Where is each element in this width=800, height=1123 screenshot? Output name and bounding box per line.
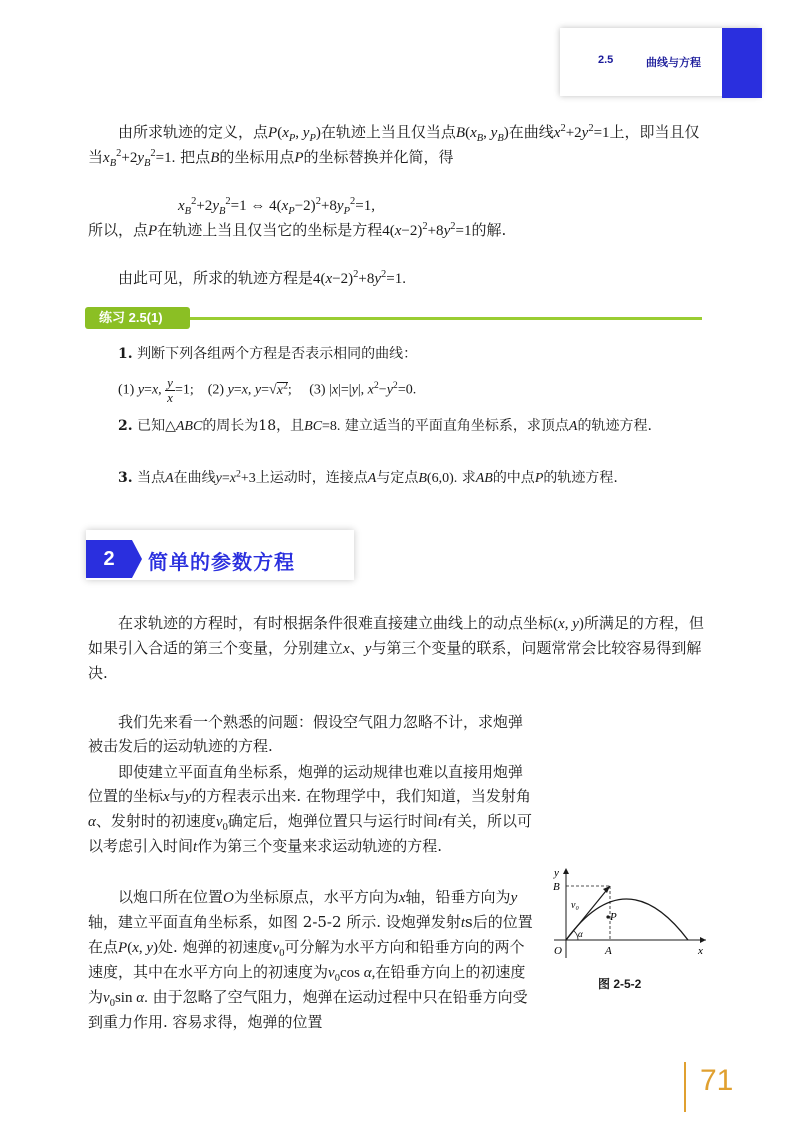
exercise-title: 练习 2.5(1) xyxy=(85,307,190,329)
trajectory-curve xyxy=(566,899,688,940)
section-paragraph-2: 我们先来看一个熟悉的问题：假设空气阻力忽略不计，求炮弹被击发后的运动轨迹的方程. xyxy=(88,713,524,755)
section-paragraph-3: 即使建立平面直角坐标系，炮弹的运动规律也难以直接用炮弹位置的坐标x与y的方程表示出来. 在物理学中，我们知道，当发射角α、发射时的初速度$v_0$确定后，炮弹位置只与运行时间t有关，所以可以考虑引入时间t作为第三个变量来求运动轨迹的方程. xyxy=(88,763,533,855)
y-axis-arrow-icon xyxy=(563,868,569,874)
label-O: O xyxy=(554,945,562,957)
header-section-title: 曲线与方程 xyxy=(646,57,701,69)
label-B: B xyxy=(553,881,560,893)
x-axis-arrow-icon xyxy=(700,937,706,943)
figure-caption: 图 2-5-2 xyxy=(598,977,642,991)
section-title: 简单的参数方程 xyxy=(148,550,295,574)
header-section-number: 2.5 xyxy=(598,54,614,66)
header-accent-bar xyxy=(722,28,762,98)
label-alpha: α xyxy=(578,929,583,939)
equation-equivalence: $x_B^2+2y_B^2=1$ ⇔ $4(x_P-2)^2+8y_P^2=1$, xyxy=(178,196,375,217)
page-number: 71 xyxy=(700,1064,734,1097)
section-number: 2 xyxy=(86,540,132,578)
label-y: y xyxy=(554,867,559,879)
velocity-vector xyxy=(566,886,610,940)
page-number-divider xyxy=(684,1062,686,1112)
label-A: A xyxy=(605,945,612,957)
paragraph-1: 由所求轨迹的定义，点$P(x_P$, $y_P$)在轨迹上当且仅当点$B(x_B$, $y_B$)在曲线$x^2+2y^2=1$上，即当且仅当$x_B^2+2y_B^2=1$. 把点B的坐标用点P的坐标替换并化简，得 xyxy=(88,123,700,169)
label-v0: v₀ xyxy=(571,900,579,911)
section-paragraph-1: 在求轨迹的方程时，有时根据条件很难直接建立曲线上的动点坐标(x, y)所满足的方程，但如果引入合适的第三个变量，分别建立x、y与第三个变量的联系，问题常常会比较容易得到解决. xyxy=(88,614,704,682)
paragraph-2: 所以，点P在轨迹上当且仅当它的坐标是方程$4(x-2)^2+8y^2=1$的解. xyxy=(88,221,507,239)
exercise-divider xyxy=(190,317,702,320)
section-arrow-icon xyxy=(132,540,142,578)
velocity-arrow-icon xyxy=(603,886,610,893)
exercise-q3: 3. 当点A在曲线$y=x^2+3$上运动时，连接点A与定点B(6,0). 求AB的中点P的轨迹方程. xyxy=(118,468,618,486)
label-P: P xyxy=(610,911,617,923)
projectile-figure xyxy=(540,862,710,962)
label-x: x xyxy=(698,945,703,957)
exercise-q1: 1. 判断下列各组两个方程是否表示相同的曲线： xyxy=(118,346,418,362)
paragraph-3: 由此可见，所求的轨迹方程是$4(x-2)^2+8y^2=1$. xyxy=(118,269,407,287)
exercise-q1-options: (1) y=x, $\frac{y}{x}=1$; (2) y=x, $y=√x^2$; (3) |x|=|y|, $x^2-y^2=0$. xyxy=(118,375,417,405)
section-paragraph-4: 以炮口所在位置O为坐标原点，水平方向为x轴，铅垂方向为y轴，建立平面直角坐标系，如图 2-5-2 所示. 设炮弹发射ts后的位置在点P(x, y)处. 炮弹的初速度$v_0$可分解为水平方向和铅垂方向的两个速度，其中在水平方向上的初速度为$v_0\cos$ α,在铅垂方向上的初速度为$v_0\sin$ α. 由于忽略了空气阻力，炮弹在运动过程中只在铅垂方向受到重力作用. 容易求得，炮弹的位置 xyxy=(88,888,533,1031)
exercise-q2: 2. 已知△ABC的周长为18，且BC=8. 建立适当的平面直角坐标系，求顶点A的轨迹方程. xyxy=(118,418,652,434)
